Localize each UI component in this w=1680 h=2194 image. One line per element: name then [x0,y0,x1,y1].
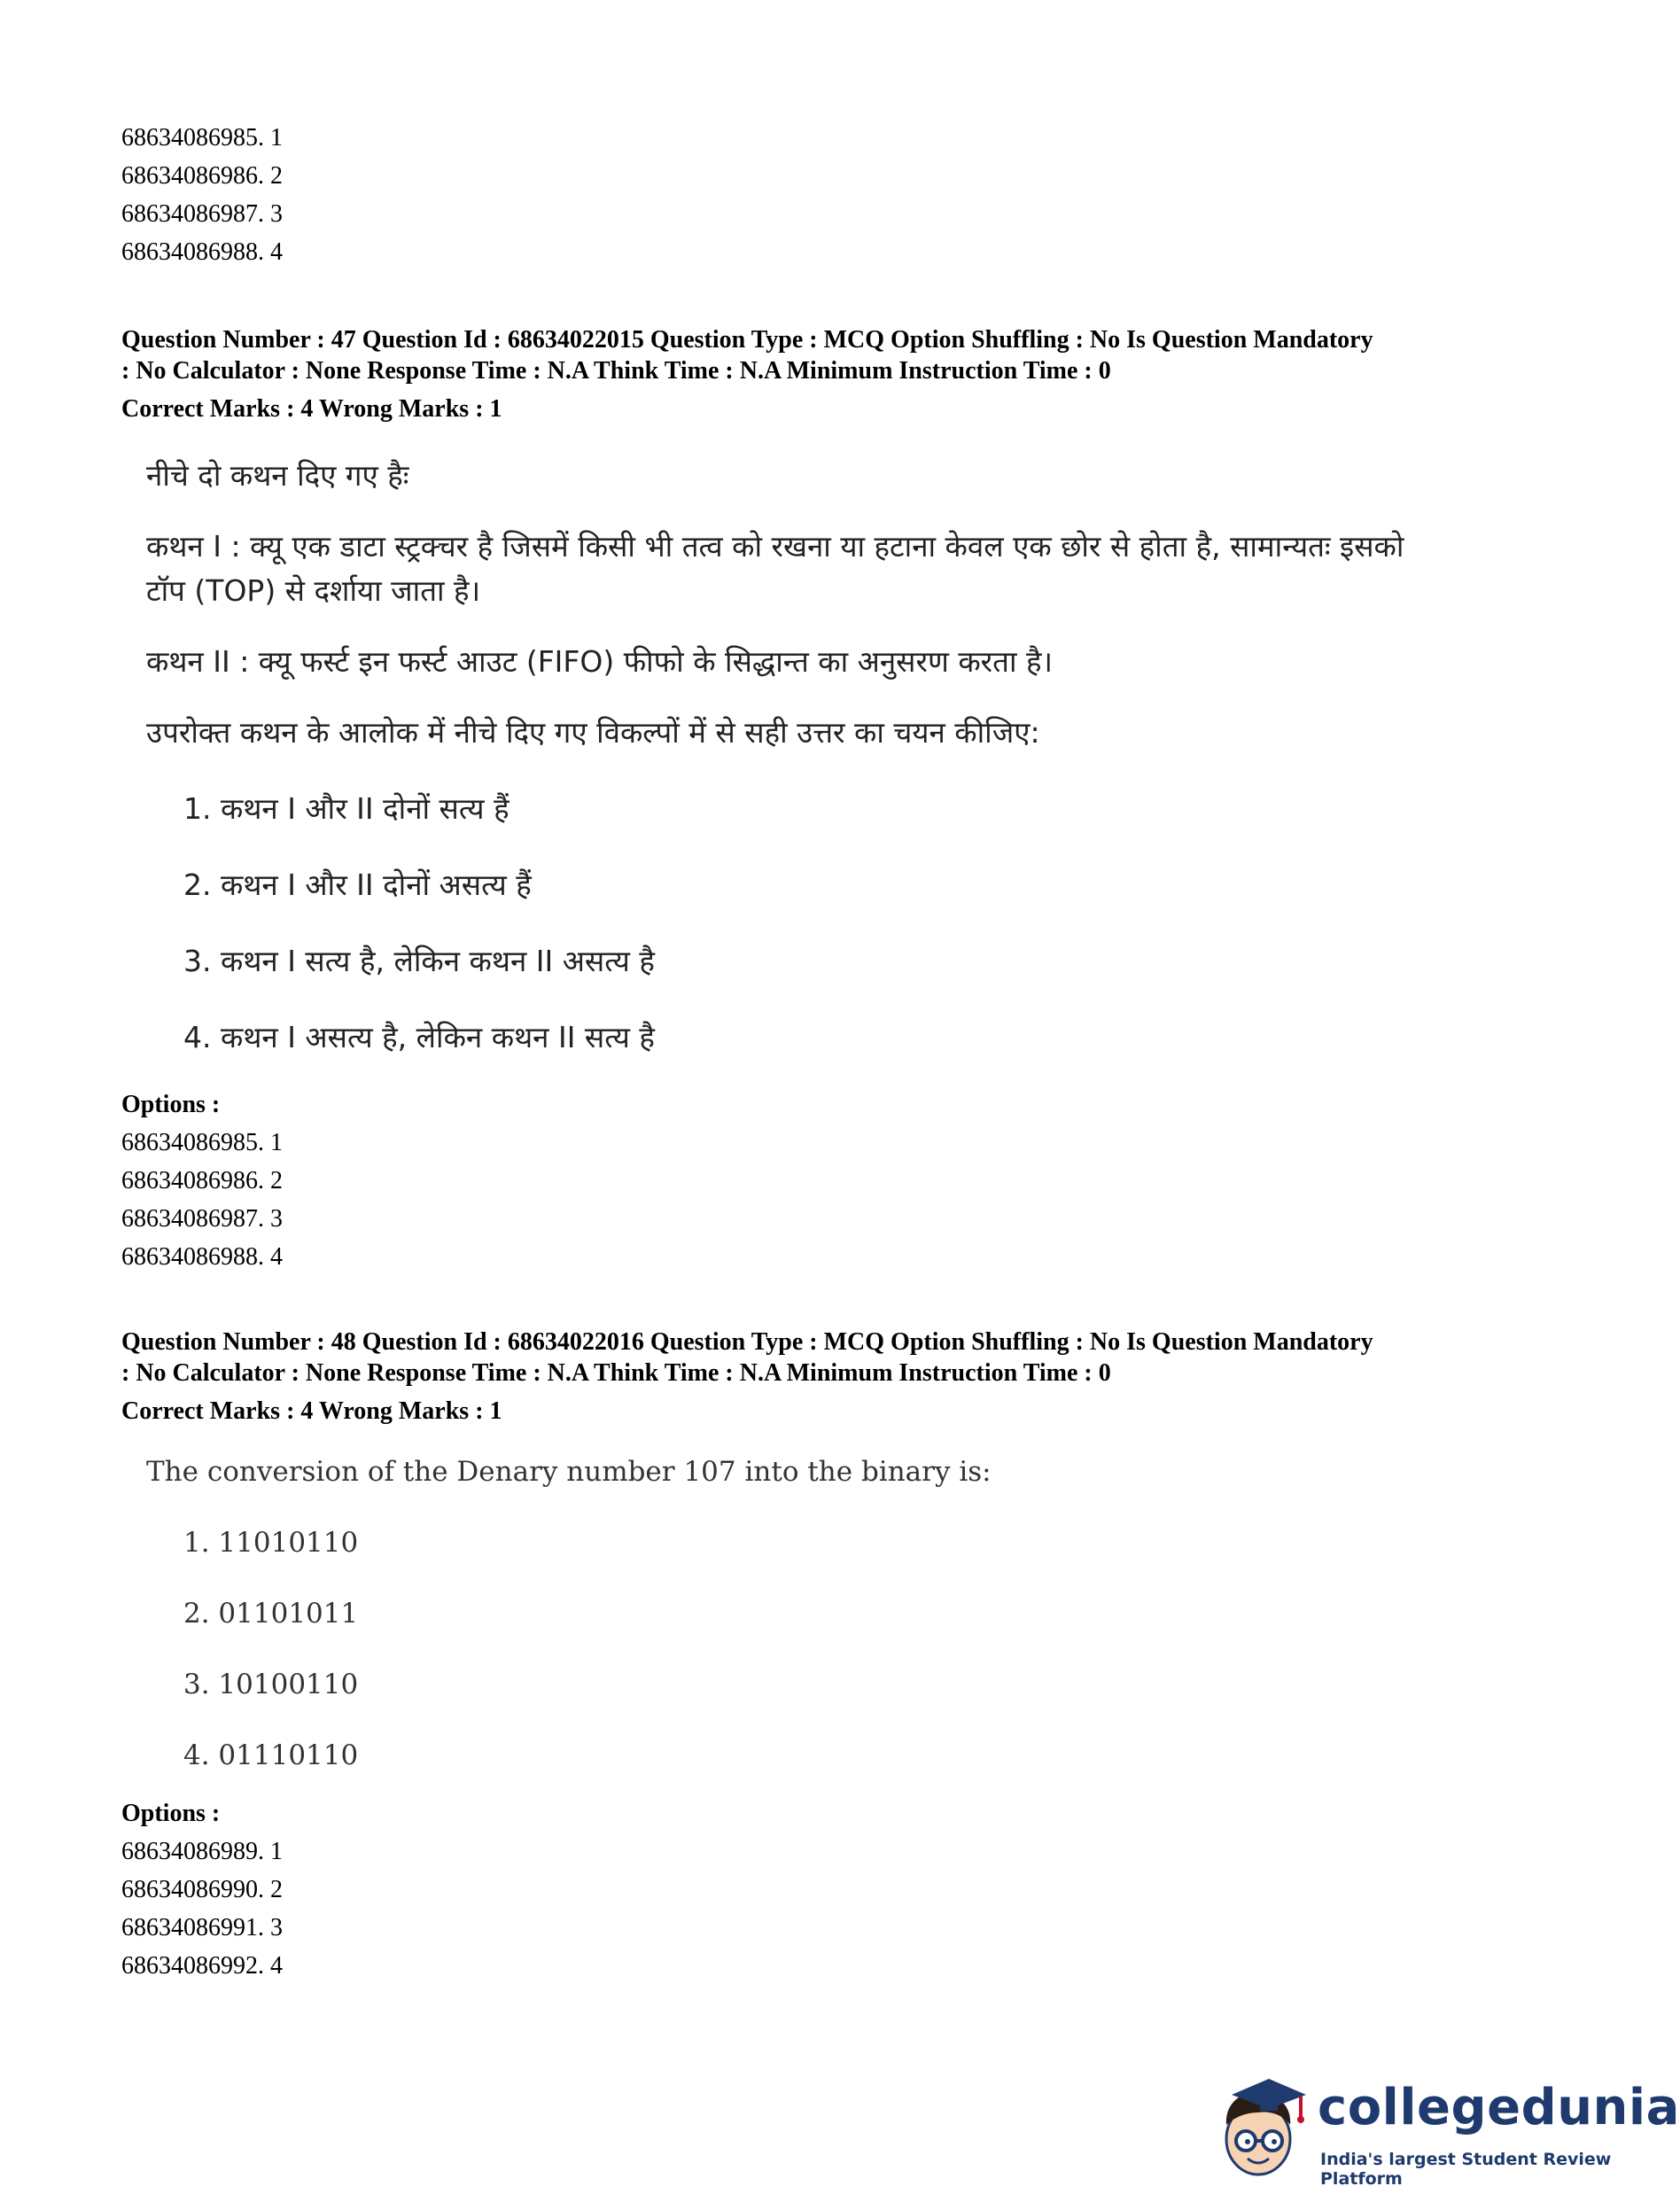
option-number: 1 [270,124,283,152]
option-row: 68634086988. 4 [121,1243,283,1271]
option-number: 2 [270,1167,283,1194]
option-number: 3 [270,1205,283,1233]
logo-tagline: India's largest Student Review Platform [1320,2150,1612,2189]
question-meta-line: : No Calculator : None Response Time : N.A Think Time : N.A Minimum Instruction Time : 0 [121,1359,1111,1387]
logo-wordmark: collegedunia [1318,2079,1680,2136]
statement-1-line-1: कथन I : क्यू एक डाटा स्ट्रक्चर है जिसमें किसी भी तत्व को रखना या हटाना केवल एक छोर से होता है, सामान्यतः इसको [146,529,1404,564]
option-number: 1 [270,1838,283,1865]
question-meta-line: Question Number : 47 Question Id : 68634022015 Question Type : MCQ Option Shuffling : No Is Question Mandatory [121,326,1373,354]
statement-1-line-2: टॉप (TOP) से दर्शाया जाता है। [146,573,481,608]
question-marks: Correct Marks : 4 Wrong Marks : 1 [121,395,502,423]
choice-item: 4. 01110110 [183,1739,359,1771]
question-meta-line: : No Calculator : None Response Time : N.A Think Time : N.A Minimum Instruction Time : 0 [121,357,1111,385]
question-intro: नीचे दो कथन दिए गए हैः [146,458,409,493]
option-row: 68634086987. 3 [121,1205,283,1233]
option-number: 4 [270,1952,283,1980]
statement-2: कथन II : क्यू फर्स्ट इन फर्स्ट आउट (FIFO) फीफो के सिद्धान्त का अनुसरण करता है। [146,644,1054,679]
choice-item: 1. कथन I और II दोनों सत्य हैं [183,791,509,826]
option-number: 3 [270,1914,283,1941]
choice-item: 2. कथन I और II दोनों असत्य हैं [183,867,532,902]
choice-item: 2. 01101011 [183,1598,359,1630]
option-id: 68634086988 [121,1243,258,1271]
option-row: 68634086987. 3 [121,200,283,228]
option-row: 68634086989. 1 [121,1838,283,1865]
option-id: 68634086986 [121,162,258,190]
options-label: Options : [121,1800,221,1827]
option-number: 2 [270,1876,283,1903]
option-number: 3 [270,200,283,228]
question-meta-line: Question Number : 48 Question Id : 68634022016 Question Type : MCQ Option Shuffling : No Is Question Mandatory [121,1328,1373,1356]
option-id: 68634086986 [121,1167,258,1194]
option-id: 68634086990 [121,1876,258,1903]
option-row: 68634086992. 4 [121,1952,283,1980]
option-row: 68634086990. 2 [121,1876,283,1903]
question-47-header [121,324,1539,424]
choice-item: 3. कथन I सत्य है, लेकिन कथन II असत्य है [183,944,655,978]
question-instruction: उपरोक्त कथन के आलोक में नीचे दिए गए विकल्पों में से सही उत्तर का चयन कीजिए: [146,715,1040,750]
choice-item: 1. 11010110 [183,1527,359,1559]
option-number: 1 [270,1129,283,1156]
option-row: 68634086986. 2 [121,162,283,190]
question-47-options [121,1085,283,1276]
question-47-body [146,454,1404,1060]
option-id: 68634086991 [121,1914,258,1941]
option-row: 68634086985. 1 [121,1129,283,1156]
question-text: The conversion of the Denary number 107 into the binary is: [146,1456,992,1488]
option-id: 68634086992 [121,1952,258,1980]
option-number: 2 [270,162,283,190]
choice-item: 4. कथन I असत्य है, लेकिन कथन II सत्य है [183,1020,655,1054]
option-number: 4 [270,238,283,266]
collegedunia-logo [1207,2070,1680,2189]
option-row: 68634086985. 1 [121,124,283,152]
option-id: 68634086988 [121,238,258,266]
options-label: Options : [121,1091,221,1118]
option-id: 68634086987 [121,1205,258,1233]
option-id: 68634086985 [121,1129,258,1156]
question-48-header [121,1327,1539,1427]
top-options-list [121,119,283,271]
question-48-options [121,1794,283,1985]
question-48-body [146,1454,992,1773]
option-id: 68634086987 [121,200,258,228]
option-row: 68634086991. 3 [121,1914,283,1941]
choice-item: 3. 10100110 [183,1669,359,1700]
option-row: 68634086988. 4 [121,238,283,266]
option-number: 4 [270,1243,283,1271]
option-id: 68634086989 [121,1838,258,1865]
question-marks: Correct Marks : 4 Wrong Marks : 1 [121,1397,502,1425]
option-id: 68634086985 [121,124,258,152]
option-row: 68634086986. 2 [121,1167,283,1194]
student-mascot-icon [1207,2070,1313,2185]
